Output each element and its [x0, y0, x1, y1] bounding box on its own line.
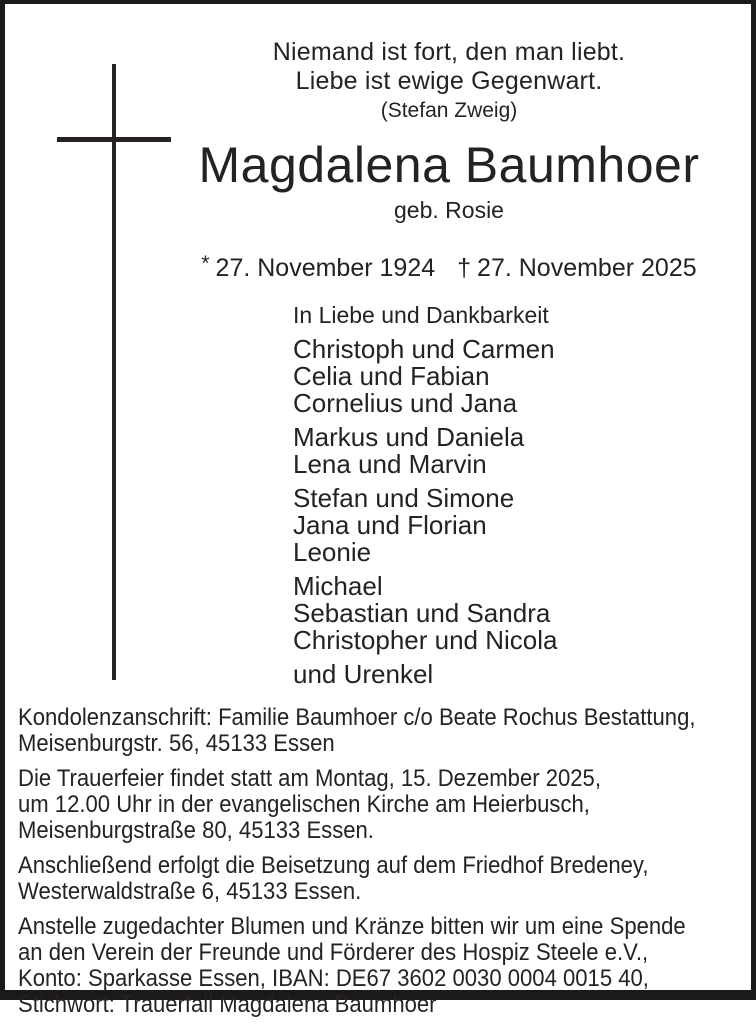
birth-symbol-icon: *: [201, 252, 210, 275]
family-line: Christopher und Nicola: [293, 625, 558, 655]
family-line: Stefan und Simone: [293, 483, 515, 513]
birth-date-text: 27. November 1924: [215, 254, 436, 282]
footer-line: Die Trauerfeier findet statt am Montag, 15. Dezember 2025,: [18, 765, 601, 792]
death-date: [457, 254, 697, 282]
quote-attribution: (Stefan Zweig): [380, 99, 518, 122]
family-group: [293, 573, 557, 654]
donation-paragraph: [18, 914, 754, 1018]
family-group: [293, 424, 557, 478]
footer-line: Konto: Sparkasse Essen, IBAN: DE67 3602 0030 0004 0015 40,: [18, 965, 649, 992]
family-group: [293, 485, 557, 566]
footer-line: Meisenburgstraße 80, 45133 Essen.: [18, 817, 374, 844]
burial-paragraph: [18, 853, 754, 905]
family-line: Christoph und Carmen: [293, 334, 555, 364]
family-line: Sebastian und Sandra: [293, 598, 551, 628]
death-date-text: 27. November 2025: [477, 254, 697, 282]
family-section: [293, 302, 557, 688]
notice-footer: [18, 705, 754, 1027]
quote-line-2: Liebe ist ewige Gegenwart.: [295, 67, 603, 95]
footer-line: um 12.00 Uhr in der evangelischen Kirche am Heierbusch,: [18, 791, 590, 818]
death-symbol-icon: †: [457, 254, 472, 282]
notice-header: [155, 38, 743, 282]
funeral-service-paragraph: [18, 766, 754, 844]
cross-icon-bar: [57, 137, 171, 142]
family-line: Michael: [293, 571, 383, 601]
condolence-address-paragraph: [18, 705, 754, 757]
family-line: Celia und Fabian: [293, 361, 490, 391]
birth-date: [201, 254, 435, 282]
footer-line: Anstelle zugedachter Blumen und Kränze bitten wir um eine Spende: [18, 913, 686, 940]
footer-line: Westerwaldstraße 6, 45133 Essen.: [18, 878, 362, 905]
maiden-name: geb. Rosie: [394, 197, 504, 223]
footer-line: Meisenburgstr. 56, 45133 Essen: [18, 730, 335, 757]
cross-icon-stem: [112, 64, 116, 680]
family-line: Markus und Daniela: [293, 422, 525, 452]
family-line: Cornelius und Jana: [293, 388, 518, 418]
footer-line: Kondolenzanschrift: Familie Baumhoer c/o Beate Rochus Bestattung,: [18, 704, 696, 731]
family-group: [293, 661, 557, 688]
family-intro: In Liebe und Dankbarkeit: [293, 302, 549, 328]
family-line: Lena und Marvin: [293, 449, 487, 479]
family-group: [293, 336, 557, 417]
footer-line: Stichwort: Trauerfall Magdalena Baumhoer: [18, 991, 437, 1018]
family-line: Leonie: [293, 537, 372, 567]
deceased-name: Magdalena Baumhoer: [198, 137, 700, 193]
footer-line: an den Verein der Freunde und Förderer des Hospiz Steele e.V.,: [18, 939, 649, 966]
footer-line: Anschließend erfolgt die Beisetzung auf dem Friedhof Bredeney,: [18, 852, 649, 879]
quote-line-1: Niemand ist fort, den man liebt.: [272, 38, 626, 66]
life-dates: [155, 250, 743, 282]
family-line: Jana und Florian: [293, 510, 487, 540]
family-line: und Urenkel: [293, 659, 434, 689]
